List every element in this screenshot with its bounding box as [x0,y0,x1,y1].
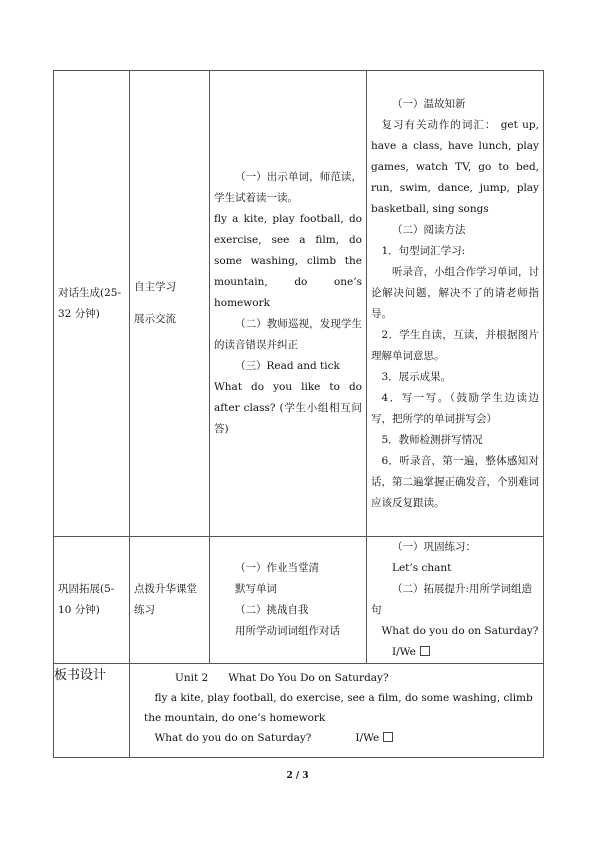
board-question [144,728,535,748]
board-design-label: 板书设计 [54,668,107,683]
teacher-text: What do you like to do after class? (学生小组相互问答) [214,381,362,435]
method-label: 展示交流 [134,312,176,325]
table-row [54,537,544,664]
student-text: 1．句型词汇学习: [381,244,466,257]
student-text: （二）拓展提升:用所学词组造句 [371,583,533,616]
student-text: 5．教师检测拼写情况 [381,433,483,446]
board-question-text: What do you do on Saturday? [154,732,312,744]
stage-label: 对话生成(25-32 分钟) [58,286,122,320]
board-design-label-cell [54,664,130,758]
student-text: 复习有关动作的词汇： get up, have a class, have lunch, play games, watch TV, go to bed, run, swim, dance, jump, play basketball, sing songs [371,118,539,215]
teacher-text: fly a kite, play football, do exercise, see a film, do some washing, climb the mountain, do one’s homework [214,213,362,309]
student-text: 6．听录音，第一遍，整体感知对话，第二遍掌握正确发音，个别难词应该反复跟读。 [371,454,539,509]
student-text: 4．写一写。（鼓励学生边读边写，把所学的单词拼写会） [371,391,539,425]
blank-box-icon [383,732,393,742]
teacher-activity-cell [210,71,367,537]
board-answer-stem: I/We [355,732,380,744]
method-cell [130,71,210,537]
method-label: 点拨升华课堂练习 [134,583,197,616]
board-design-cell [130,664,544,758]
method-label: 自主学习 [134,281,176,294]
teacher-text: （三）Read and tick [235,360,340,372]
teacher-text: 用所学动词词组作对话 [235,625,340,637]
student-text: What do you do on Saturday? [381,625,539,637]
teacher-activity-cell [210,537,367,664]
method-cell [130,537,210,664]
teacher-text: （一）作业当堂清 [235,562,319,574]
teacher-text: （二）教师巡视，发现学生的读音错误并纠正 [214,318,362,351]
stage-cell [54,537,130,664]
stage-label: 巩固拓展(5-10 分钟) [58,583,115,616]
student-text: Let’s chant [392,562,452,574]
table-row [54,664,544,758]
teacher-text: （二）挑战自我 [235,604,309,616]
student-text: 听录音，小组合作学习单词，讨论解决问题，解决不了的请老师指导。 [371,265,539,320]
teacher-text: （一）出示单词，师范读，学生试着读一读。 [214,171,362,204]
lesson-plan-table [53,70,544,758]
student-text: 3．展示成果。 [381,370,452,383]
student-text: （一）温故知新 [392,97,466,110]
student-activity-cell [367,71,544,537]
student-text: 2．学生自读，互读，并根据图片理解单词意思。 [371,328,539,362]
board-phrases: fly a kite, play football, do exercise, see a film, do some washing, climb the mountain, do one’s homework [144,692,533,724]
table-row [54,71,544,537]
board-unit-title: Unit 2 What Do You Do on Saturday? [175,672,389,684]
blank-box-icon [420,646,430,656]
page-number: 2 / 3 [286,771,309,781]
student-text [371,642,539,663]
sentence-stem: I/We [392,646,416,658]
stage-cell [54,71,130,537]
student-text: （二）阅读方法 [392,223,466,236]
teacher-text: 默写单词 [235,583,277,595]
student-activity-cell [367,537,544,664]
student-text: （一）巩固练习： [392,541,476,553]
